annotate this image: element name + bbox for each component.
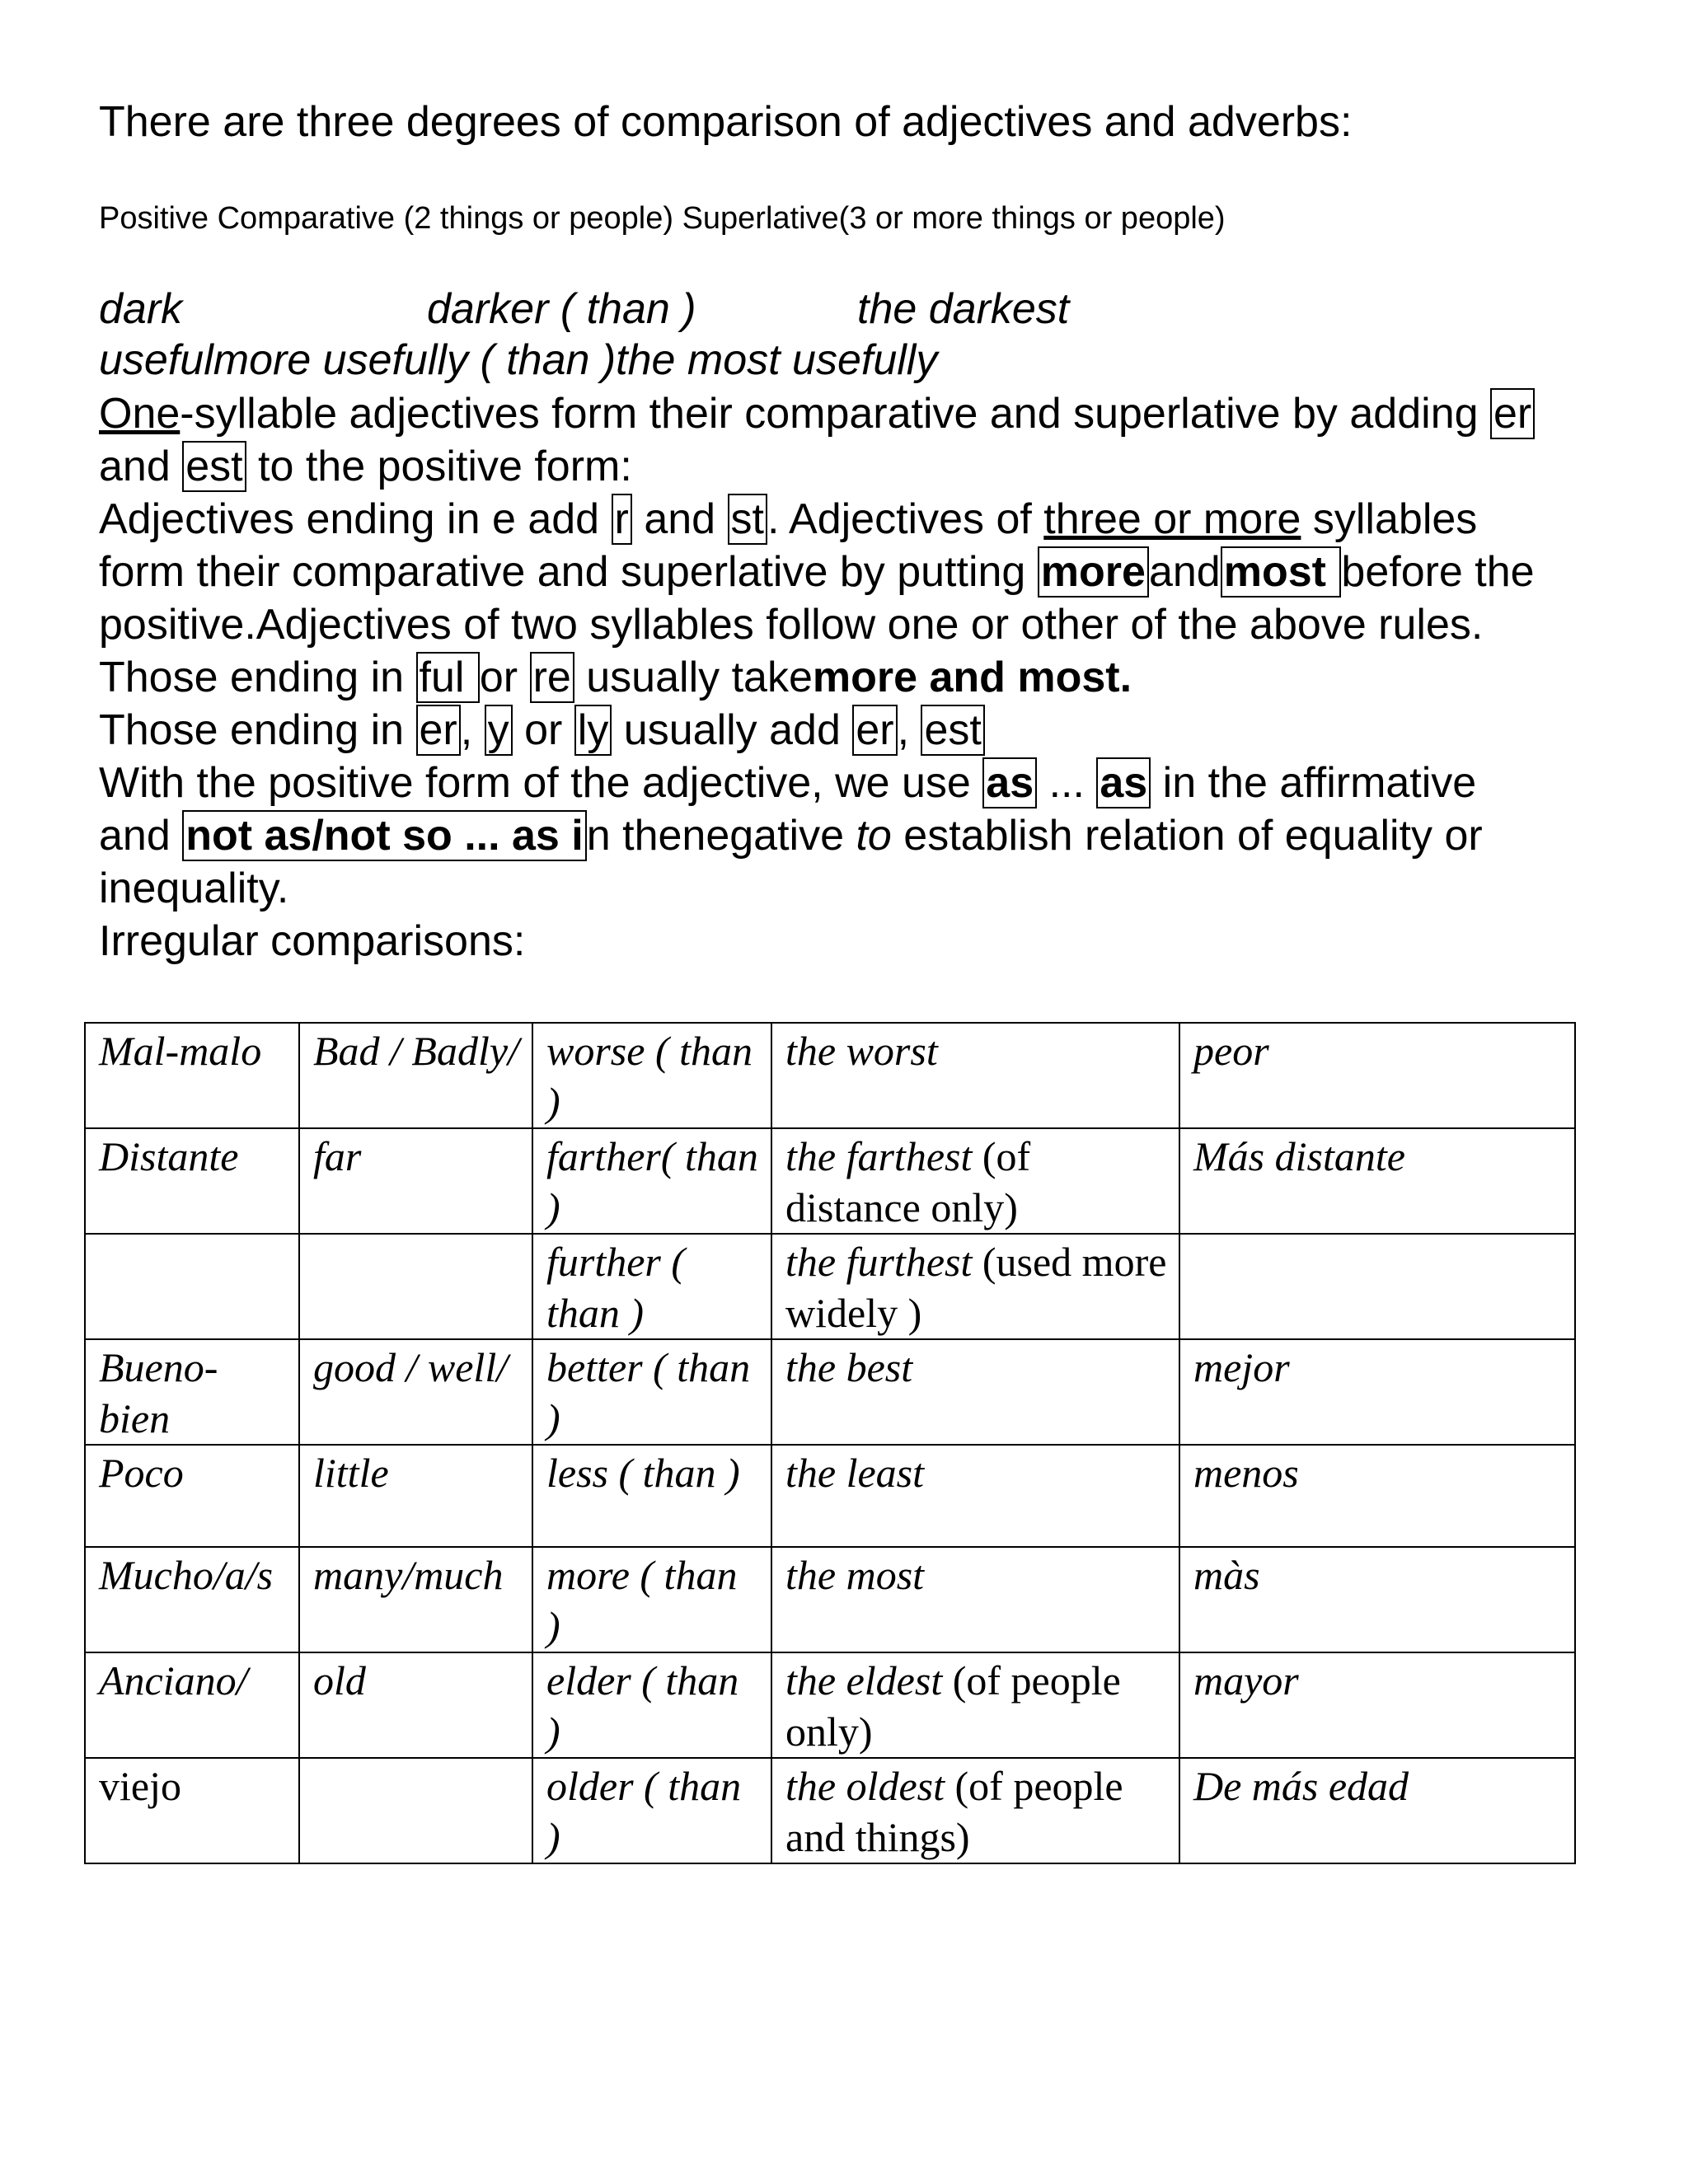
boxed-suffix: ly: [574, 705, 612, 756]
translation-cell: màs: [1179, 1547, 1575, 1652]
superlative-cell: [771, 1339, 1179, 1445]
comparative-cell: farther( than ): [532, 1128, 771, 1234]
text: and: [1148, 548, 1221, 596]
text: before the: [1341, 548, 1535, 596]
spanish-cell: Mucho/a/s: [85, 1547, 299, 1652]
rule-line-8: [99, 757, 1476, 809]
text: ,: [460, 706, 485, 754]
spanish-cell: viejo: [85, 1758, 299, 1863]
rule-line-10: inequality.: [99, 865, 289, 912]
boxed-keyword: most: [1221, 546, 1342, 598]
boxed-suffix: est: [921, 705, 984, 756]
boxed-suffix: est: [182, 441, 246, 492]
positive-cell: Bad / Badly/: [299, 1023, 532, 1128]
positive-cell: good / well/: [299, 1339, 532, 1445]
text: or: [479, 654, 530, 701]
positive-cell: [299, 1234, 532, 1339]
rule-line-2: [99, 440, 632, 493]
boxed-suffix: ful: [416, 652, 480, 703]
boxed-suffix: r: [612, 494, 632, 545]
superlative-note: (of distance only): [785, 1133, 1031, 1230]
translation-cell: [1179, 1234, 1575, 1339]
irregular-heading: Irregular comparisons:: [99, 917, 526, 965]
page-heading: There are three degrees of comparison of adjectives and adverbs:: [99, 98, 1353, 146]
boxed-suffix: er: [416, 705, 461, 756]
translation-cell: mayor: [1179, 1652, 1575, 1758]
boxed-suffix: y: [485, 705, 513, 756]
boxed-keyword: not as/not so ... as i: [182, 810, 587, 861]
text: usually add: [612, 706, 853, 754]
table-row: [85, 1023, 1575, 1128]
positive-cell: little: [299, 1445, 532, 1547]
boxed-suffix: er: [852, 705, 897, 756]
superlative-word: the best: [785, 1344, 913, 1390]
superlative-cell: [771, 1758, 1179, 1863]
spanish-cell: Bueno-bien: [85, 1339, 299, 1445]
table-row: [85, 1128, 1575, 1234]
text: . Adjectives of: [767, 495, 1044, 543]
text: and: [99, 443, 183, 490]
text: syllables: [1301, 495, 1478, 543]
text: to the positive form:: [246, 443, 632, 490]
comparative-cell: less ( than ): [532, 1445, 771, 1547]
table-row: [85, 1652, 1575, 1758]
rule-line-6: [99, 651, 1132, 704]
table-row: [85, 1758, 1575, 1863]
table-row: [85, 1234, 1575, 1339]
italic-text: to: [856, 812, 892, 860]
text: With the positive form of the adjective, we use: [99, 759, 983, 807]
comparative-cell: elder ( than ): [532, 1652, 771, 1758]
positive-cell: [299, 1758, 532, 1863]
text: establish relation of equality or: [891, 812, 1483, 860]
rule-line-3: [99, 493, 1477, 546]
text: and: [631, 495, 728, 543]
superlative-word: the furthest: [785, 1239, 973, 1285]
superlative-cell: [771, 1652, 1179, 1758]
superlative-word: the farthest: [785, 1133, 973, 1179]
superlative-cell: [771, 1234, 1179, 1339]
rule-line-9: [99, 809, 1483, 862]
degrees-header: Positive Comparative (2 things or people) Superlative(3 or more things or people): [99, 201, 1226, 236]
table-row: [85, 1445, 1575, 1547]
superlative-word: the eldest: [785, 1657, 943, 1704]
comparative-cell: older ( than ): [532, 1758, 771, 1863]
underlined-text: three or more: [1043, 495, 1301, 543]
translation-cell: De más edad: [1179, 1758, 1575, 1863]
superlative-cell: [771, 1023, 1179, 1128]
example-comparative: darker ( than ): [427, 285, 696, 333]
underlined-text: One: [99, 390, 181, 438]
text: Those ending in: [99, 654, 416, 701]
rule-line-1: [99, 387, 1535, 440]
spanish-cell: Anciano/: [85, 1652, 299, 1758]
boxed-suffix: re: [530, 652, 574, 703]
spanish-cell: [85, 1234, 299, 1339]
spanish-cell: Mal-malo: [85, 1023, 299, 1128]
example-superlative: the darkest: [857, 285, 1070, 333]
text: ...: [1037, 759, 1097, 807]
translation-cell: peor: [1179, 1023, 1575, 1128]
text: usually take: [574, 654, 813, 701]
translation-cell: mejor: [1179, 1339, 1575, 1445]
superlative-word: the oldest: [785, 1763, 945, 1809]
superlative-note: (used more widely ): [785, 1239, 1167, 1336]
boxed-keyword: as: [1096, 757, 1151, 808]
superlative-word: the most: [785, 1552, 925, 1598]
example-row-2: usefulmore usefully ( than )the most usefully: [99, 336, 938, 384]
superlative-cell: [771, 1547, 1179, 1652]
bold-text: more and most.: [812, 654, 1132, 701]
text: -syllable adjectives form their comparative and superlative by adding: [180, 390, 1490, 438]
boxed-keyword: as: [982, 757, 1037, 808]
text: Adjectives ending in e add: [99, 495, 612, 543]
spanish-cell: Distante: [85, 1128, 299, 1234]
positive-cell: old: [299, 1652, 532, 1758]
positive-cell: far: [299, 1128, 532, 1234]
text: and: [99, 812, 183, 860]
superlative-word: the worst: [785, 1028, 938, 1074]
boxed-keyword: more: [1038, 546, 1149, 598]
boxed-suffix: st: [728, 494, 767, 545]
positive-cell: many/much: [299, 1547, 532, 1652]
rule-line-7: [99, 704, 985, 757]
superlative-note: (of people only): [785, 1657, 1121, 1755]
text: ,: [897, 706, 921, 754]
spanish-cell: Poco: [85, 1445, 299, 1547]
superlative-cell: [771, 1128, 1179, 1234]
rule-line-4: [99, 546, 1535, 598]
text: in the affirmative: [1151, 759, 1477, 807]
superlative-word: the least: [785, 1450, 925, 1496]
text: form their comparative and superlative by putting: [99, 548, 1038, 596]
text: Those ending in: [99, 706, 416, 754]
translation-cell: menos: [1179, 1445, 1575, 1547]
example-positive: dark: [99, 285, 183, 333]
comparative-cell: better ( than ): [532, 1339, 771, 1445]
table-row: [85, 1339, 1575, 1445]
rule-line-5: positive.Adjectives of two syllables follow one or other of the above rules.: [99, 601, 1484, 649]
comparative-cell: more ( than ): [532, 1547, 771, 1652]
table-row: [85, 1547, 1575, 1652]
comparative-cell: further ( than ): [532, 1234, 771, 1339]
superlative-cell: [771, 1445, 1179, 1547]
boxed-suffix: er: [1490, 388, 1535, 439]
irregular-comparisons-table: [84, 1022, 1576, 1864]
translation-cell: Más distante: [1179, 1128, 1575, 1234]
comparative-cell: worse ( than ): [532, 1023, 771, 1128]
text: n thenegative: [586, 812, 856, 860]
superlative-note: (of people and things): [785, 1763, 1123, 1860]
text: or: [512, 706, 574, 754]
